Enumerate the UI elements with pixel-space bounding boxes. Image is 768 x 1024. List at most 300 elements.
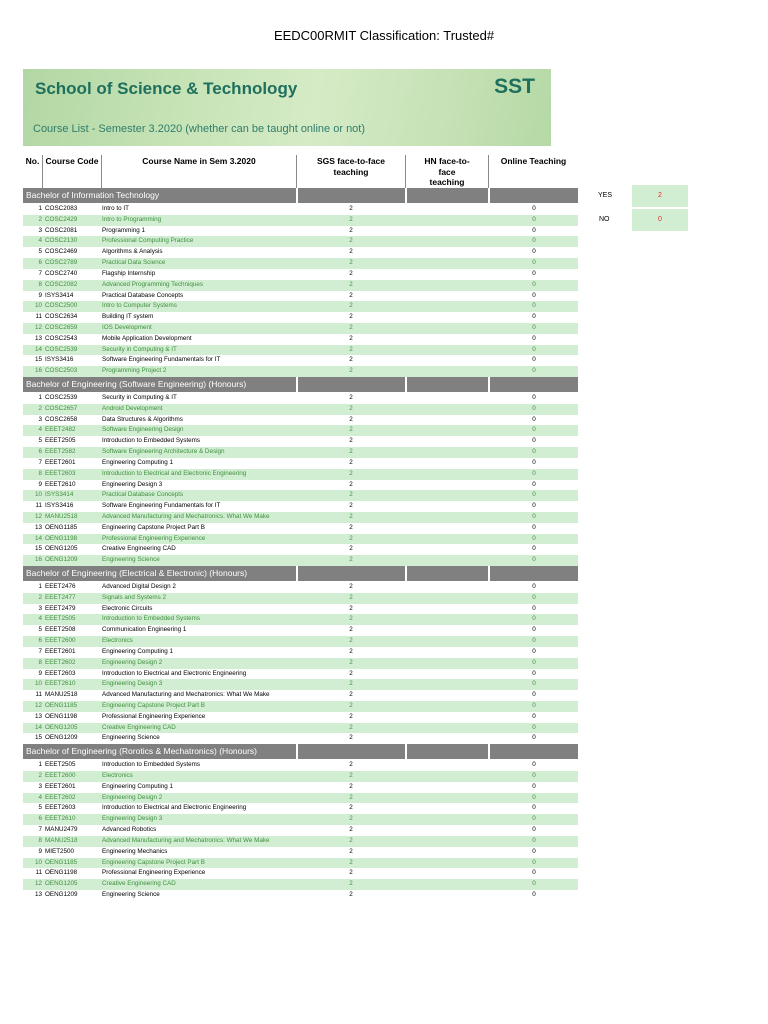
table-row: [23, 825, 578, 836]
course-code: OENG1185: [45, 858, 78, 866]
course-name: Engineering Computing 1: [102, 782, 174, 790]
course-name: Professional Computing Practice: [102, 237, 194, 245]
online-value: 0: [532, 680, 536, 688]
row-number: 4: [38, 793, 42, 801]
online-value: 0: [532, 658, 536, 666]
online-value: 0: [532, 205, 536, 212]
row-number: 3: [38, 782, 42, 790]
sgs-value: 2: [349, 469, 353, 477]
header-no: No.: [25, 156, 40, 166]
course-name: Data Structures & Algorithms: [102, 415, 183, 423]
header-sgs: SGS face-to-face teaching: [316, 156, 386, 177]
sgs-value: 2: [349, 723, 353, 731]
online-value: 0: [532, 604, 536, 612]
online-value: 0: [532, 815, 536, 823]
online-value: 0: [532, 345, 536, 353]
table-row: [23, 291, 578, 302]
course-name: Creative Engineering CAD: [102, 723, 176, 731]
table-row: [23, 204, 578, 215]
sgs-value: 2: [349, 890, 353, 898]
row-number: 12: [34, 323, 42, 331]
sgs-value: 2: [349, 367, 353, 375]
row-number: 7: [38, 826, 42, 834]
course-name: Electronic Circuits: [102, 604, 153, 612]
section-title: Bachelor of Engineering (Electrical & Electronic) (Honours): [26, 568, 248, 578]
course-name: Mobile Application Development: [102, 334, 192, 342]
row-number: 8: [38, 469, 42, 477]
online-value: 0: [532, 734, 536, 742]
course-name: Professional Engineering Experience: [102, 869, 206, 877]
course-code: EEET2601: [45, 458, 76, 466]
course-code: EEET2601: [45, 782, 76, 790]
sgs-value: 2: [349, 491, 353, 499]
table-row: [23, 458, 578, 469]
row-number: 8: [38, 836, 42, 844]
course-name: Creative Engineering CAD: [102, 545, 176, 553]
course-code: MIET2500: [45, 847, 75, 855]
course-name: Engineering Computing 1: [102, 458, 174, 466]
course-name: Professional Engineering Experience: [102, 534, 206, 542]
table-row: [23, 658, 578, 669]
sgs-value: 2: [349, 502, 353, 510]
course-code: ISYS3414: [45, 291, 74, 299]
online-value: 0: [532, 615, 536, 623]
course-code: EEET2505: [45, 437, 76, 445]
course-code: OENG1185: [45, 523, 78, 531]
school-banner: [23, 69, 551, 146]
course-name: Advanced Programming Techniques: [102, 280, 204, 288]
course-name: Advanced Manufacturing and Mechatronics: What We Make: [102, 836, 270, 844]
table-body: [23, 188, 578, 901]
sgs-value: 2: [349, 583, 353, 590]
sgs-value: 2: [349, 658, 353, 666]
table-row: [23, 760, 578, 771]
online-value: 0: [532, 458, 536, 466]
course-code: OENG1209: [45, 734, 78, 742]
row-number: 1: [38, 583, 42, 590]
course-code: OENG1185: [45, 701, 78, 709]
online-value: 0: [532, 836, 536, 844]
table-row: [23, 890, 578, 901]
row-number: 2: [38, 772, 42, 779]
row-number: 4: [38, 426, 42, 434]
sgs-value: 2: [349, 669, 353, 677]
course-name: Engineering Design 3: [102, 480, 163, 488]
no-label: NO: [599, 216, 610, 223]
online-value: 0: [532, 583, 536, 590]
row-number: 5: [38, 248, 42, 256]
course-code: COSC2130: [45, 237, 78, 245]
course-table: [23, 155, 578, 901]
course-code: EEET2600: [45, 772, 76, 779]
sgs-value: 2: [349, 534, 353, 542]
row-number: 2: [38, 404, 42, 412]
sgs-value: 2: [349, 691, 353, 699]
online-value: 0: [532, 869, 536, 877]
sgs-value: 2: [349, 215, 353, 223]
course-name: Electronics: [102, 637, 133, 645]
course-name: Algorithms & Analysis: [102, 248, 163, 256]
table-row: [23, 512, 578, 523]
online-value: 0: [532, 448, 536, 456]
school-abbreviation: SST: [494, 75, 535, 98]
online-value: 0: [532, 291, 536, 299]
online-value: 0: [532, 593, 536, 601]
table-row: [23, 269, 578, 280]
row-number: 15: [34, 545, 42, 553]
row-number: 12: [34, 512, 42, 520]
row-number: 13: [34, 890, 42, 898]
sgs-value: 2: [349, 480, 353, 488]
online-value: 0: [532, 404, 536, 412]
yes-label: YES: [598, 192, 613, 199]
course-code: ISYS3416: [45, 356, 74, 364]
row-number: 1: [38, 205, 42, 212]
sgs-value: 2: [349, 313, 353, 321]
row-number: 15: [34, 356, 42, 364]
row-number: 10: [34, 680, 42, 688]
row-number: 14: [34, 534, 42, 542]
online-value: 0: [532, 626, 536, 634]
course-name: Intro to Programming: [102, 215, 162, 223]
course-code: EEET2508: [45, 626, 76, 634]
row-number: 11: [35, 313, 42, 321]
course-name: Advanced Digital Design 2: [102, 583, 176, 590]
course-name: Programming 1: [102, 226, 146, 234]
sgs-value: 2: [349, 545, 353, 553]
table-row: [23, 501, 578, 512]
table-row: [23, 793, 578, 804]
online-value: 0: [532, 782, 536, 790]
sgs-value: 2: [349, 345, 353, 353]
online-value: 0: [532, 269, 536, 277]
section-column-divider: [296, 377, 298, 392]
online-value: 0: [532, 237, 536, 245]
course-code: EEET2476: [45, 583, 76, 590]
table-row: [23, 690, 578, 701]
section-column-divider: [405, 188, 407, 203]
course-name: Engineering Science: [102, 556, 160, 564]
online-value: 0: [532, 669, 536, 677]
online-value: 0: [532, 491, 536, 499]
sgs-value: 2: [349, 323, 353, 331]
course-name: Software Engineering Design: [102, 426, 184, 434]
row-number: 6: [38, 637, 42, 645]
course-code: COSC2500: [45, 302, 78, 310]
course-name: Practical Database Concepts: [102, 291, 184, 299]
sgs-value: 2: [349, 782, 353, 790]
course-code: OENG1209: [45, 890, 78, 898]
course-name: Engineering Mechanics: [102, 847, 168, 855]
table-row: [23, 701, 578, 712]
course-code: EEET2600: [45, 637, 76, 645]
sgs-value: 2: [349, 593, 353, 601]
row-number: 3: [38, 226, 42, 234]
course-code: EEET2482: [45, 426, 76, 434]
online-value: 0: [532, 313, 536, 321]
course-code: COSC2539: [45, 394, 78, 401]
sgs-value: 2: [349, 804, 353, 812]
course-code: OENG1198: [45, 869, 78, 877]
table-row: [23, 733, 578, 744]
row-number: 14: [34, 345, 42, 353]
header-course-code: Course Code: [45, 156, 99, 166]
sgs-value: 2: [349, 248, 353, 256]
table-row: [23, 469, 578, 480]
course-code: EEET2582: [45, 448, 76, 456]
section-column-divider: [296, 188, 298, 203]
course-name: Software Engineering Fundamentals for IT: [102, 356, 221, 364]
row-number: 14: [34, 723, 42, 731]
sgs-value: 2: [349, 334, 353, 342]
sgs-value: 2: [349, 280, 353, 288]
row-number: 8: [38, 280, 42, 288]
row-number: 3: [38, 604, 42, 612]
course-name: Engineering Design 3: [102, 815, 163, 823]
section-column-divider: [296, 744, 298, 759]
header-online: Online Teaching: [500, 156, 567, 166]
table-row: [23, 712, 578, 723]
sgs-value: 2: [349, 415, 353, 423]
online-value: 0: [532, 890, 536, 898]
table-row: [23, 858, 578, 869]
table-row: [23, 404, 578, 415]
online-value: 0: [532, 772, 536, 779]
row-number: 5: [38, 804, 42, 812]
course-name: IOS Development: [102, 323, 152, 331]
course-code: EEET2603: [45, 804, 76, 812]
section-column-divider: [405, 744, 407, 759]
row-number: 2: [38, 593, 42, 601]
course-code: COSC2083: [45, 205, 78, 212]
row-number: 2: [38, 215, 42, 223]
course-list-subtitle: Course List - Semester 3.2020 (whether can be taught online or not): [33, 123, 366, 135]
sgs-value: 2: [349, 826, 353, 834]
table-row: [23, 782, 578, 793]
course-name: Programming Project 2: [102, 367, 167, 375]
sgs-value: 2: [349, 734, 353, 742]
online-value: 0: [532, 826, 536, 834]
table-row: [23, 312, 578, 323]
course-name: Advanced Robotics: [102, 826, 157, 834]
sgs-value: 2: [349, 680, 353, 688]
row-number: 9: [38, 669, 42, 677]
online-value: 0: [532, 523, 536, 531]
course-name: Engineering Design 3: [102, 680, 163, 688]
row-number: 11: [35, 502, 42, 510]
table-row: [23, 836, 578, 847]
row-number: 1: [38, 394, 42, 401]
table-row: [23, 425, 578, 436]
header-hn: HN face-to-face teaching: [424, 156, 470, 187]
course-code: OENG1205: [45, 723, 78, 731]
course-name: Engineering Capstone Project Part B: [102, 523, 205, 531]
row-number: 12: [34, 880, 42, 888]
section-column-divider: [488, 188, 490, 203]
table-row: [23, 447, 578, 458]
sgs-value: 2: [349, 404, 353, 412]
row-number: 6: [38, 815, 42, 823]
course-code: EEET2603: [45, 469, 76, 477]
section-header: [23, 377, 578, 392]
course-name: Creative Engineering CAD: [102, 880, 176, 888]
course-code: COSC2503: [45, 367, 78, 375]
online-value: 0: [532, 415, 536, 423]
course-code: OENG1198: [45, 712, 78, 720]
course-code: EEET2610: [45, 680, 76, 688]
online-value: 0: [532, 701, 536, 709]
online-value: 0: [532, 280, 536, 288]
course-code: COSC2658: [45, 415, 78, 423]
sgs-value: 2: [349, 426, 353, 434]
online-value: 0: [532, 880, 536, 888]
section-column-divider: [488, 566, 490, 581]
course-code: ISYS3414: [45, 491, 74, 499]
table-row: [23, 366, 578, 377]
course-name: Communication Engineering 1: [102, 626, 187, 634]
online-value: 0: [532, 248, 536, 256]
sgs-value: 2: [349, 523, 353, 531]
row-number: 11: [35, 869, 42, 877]
online-value: 0: [532, 534, 536, 542]
online-value: 0: [532, 793, 536, 801]
course-name: Intro to IT: [102, 205, 129, 212]
course-name: Software Engineering Fundamentals for IT: [102, 502, 221, 510]
table-row: [23, 480, 578, 491]
sgs-value: 2: [349, 880, 353, 888]
table-row: [23, 301, 578, 312]
course-code: EEET2477: [45, 593, 76, 601]
course-name: Engineering Capstone Project Part B: [102, 858, 205, 866]
table-row: [23, 490, 578, 501]
row-number: 9: [38, 847, 42, 855]
table-row: [23, 679, 578, 690]
course-code: COSC2543: [45, 334, 78, 342]
sgs-value: 2: [349, 836, 353, 844]
table-row: [23, 345, 578, 356]
row-number: 11: [35, 691, 42, 699]
online-value: 0: [532, 804, 536, 812]
table-row: [23, 582, 578, 593]
table-row: [23, 280, 578, 291]
course-name: Signals and Systems 2: [102, 593, 167, 601]
table-row: [23, 215, 578, 226]
table-row: [23, 604, 578, 615]
course-name: Engineering Computing 1: [102, 647, 174, 655]
online-value: 0: [532, 847, 536, 855]
sgs-value: 2: [349, 512, 353, 520]
online-value: 0: [532, 356, 536, 364]
online-value: 0: [532, 302, 536, 310]
sgs-value: 2: [349, 302, 353, 310]
course-name: Practical Data Science: [102, 259, 166, 267]
online-value: 0: [532, 712, 536, 720]
no-count: 0: [632, 209, 688, 231]
table-row: [23, 614, 578, 625]
course-name: Advanced Manufacturing and Mechatronics: What We Make: [102, 691, 270, 699]
section-column-divider: [405, 377, 407, 392]
row-number: 1: [38, 761, 42, 769]
course-code: COSC2634: [45, 313, 78, 321]
table-row: [23, 868, 578, 879]
table-row: [23, 879, 578, 890]
course-name: Flagship Internship: [102, 269, 156, 277]
table-row: [23, 226, 578, 237]
sgs-value: 2: [349, 858, 353, 866]
sgs-value: 2: [349, 356, 353, 364]
table-row: [23, 334, 578, 345]
course-code: EEET2479: [45, 604, 76, 612]
course-code: EEET2603: [45, 669, 76, 677]
table-row: [23, 544, 578, 555]
row-number: 6: [38, 448, 42, 456]
sgs-value: 2: [349, 647, 353, 655]
course-code: OENG1198: [45, 534, 78, 542]
online-value: 0: [532, 426, 536, 434]
course-code: MANU2518: [45, 512, 78, 520]
course-code: OENG1205: [45, 880, 78, 888]
table-row: [23, 355, 578, 366]
course-name: Introduction to Electrical and Electronic Engineering: [102, 804, 247, 812]
course-name: Introduction to Embedded Systems: [102, 437, 201, 445]
table-row: [23, 636, 578, 647]
row-number: 4: [38, 615, 42, 623]
section-header: [23, 566, 578, 581]
online-value: 0: [532, 226, 536, 234]
course-name: Introduction to Embedded Systems: [102, 761, 201, 769]
yes-count: 2: [632, 185, 688, 207]
sgs-value: 2: [349, 815, 353, 823]
course-name: Software Engineering Architecture & Design: [102, 448, 225, 456]
section-title: Bachelor of Engineering (Rorotics & Mechatronics) (Honours): [26, 746, 258, 757]
online-value: 0: [532, 469, 536, 477]
online-value: 0: [532, 556, 536, 564]
course-code: COSC2539: [45, 345, 78, 353]
table-row: [23, 236, 578, 247]
row-number: 5: [38, 437, 42, 445]
sgs-value: 2: [349, 626, 353, 634]
sgs-value: 2: [349, 237, 353, 245]
course-name: Engineering Science: [102, 890, 160, 898]
sgs-value: 2: [349, 205, 353, 212]
course-name: Advanced Manufacturing and Mechatronics: What We Make: [102, 512, 270, 520]
section-column-divider: [488, 377, 490, 392]
table-row: [23, 555, 578, 566]
online-value: 0: [532, 259, 536, 267]
online-value: 0: [532, 761, 536, 769]
online-value: 0: [532, 480, 536, 488]
course-name: Intro to Computer Systems: [102, 302, 177, 310]
course-name: Introduction to Embedded Systems: [102, 615, 201, 623]
row-number: 10: [34, 491, 42, 499]
table-row: [23, 625, 578, 636]
table-row: [23, 436, 578, 447]
online-value: 0: [532, 647, 536, 655]
school-title: School of Science & Technology: [35, 79, 298, 98]
course-code: COSC2081: [45, 226, 78, 234]
section-column-divider: [488, 744, 490, 759]
sgs-value: 2: [349, 291, 353, 299]
course-code: OENG1205: [45, 545, 78, 553]
table-header: [23, 155, 578, 188]
row-number: 16: [34, 556, 42, 564]
online-value: 0: [532, 394, 536, 401]
course-code: EEET2505: [45, 761, 76, 769]
course-code: OENG1209: [45, 556, 78, 564]
sgs-value: 2: [349, 869, 353, 877]
sgs-value: 2: [349, 761, 353, 769]
course-name: Engineering Design 2: [102, 658, 163, 666]
